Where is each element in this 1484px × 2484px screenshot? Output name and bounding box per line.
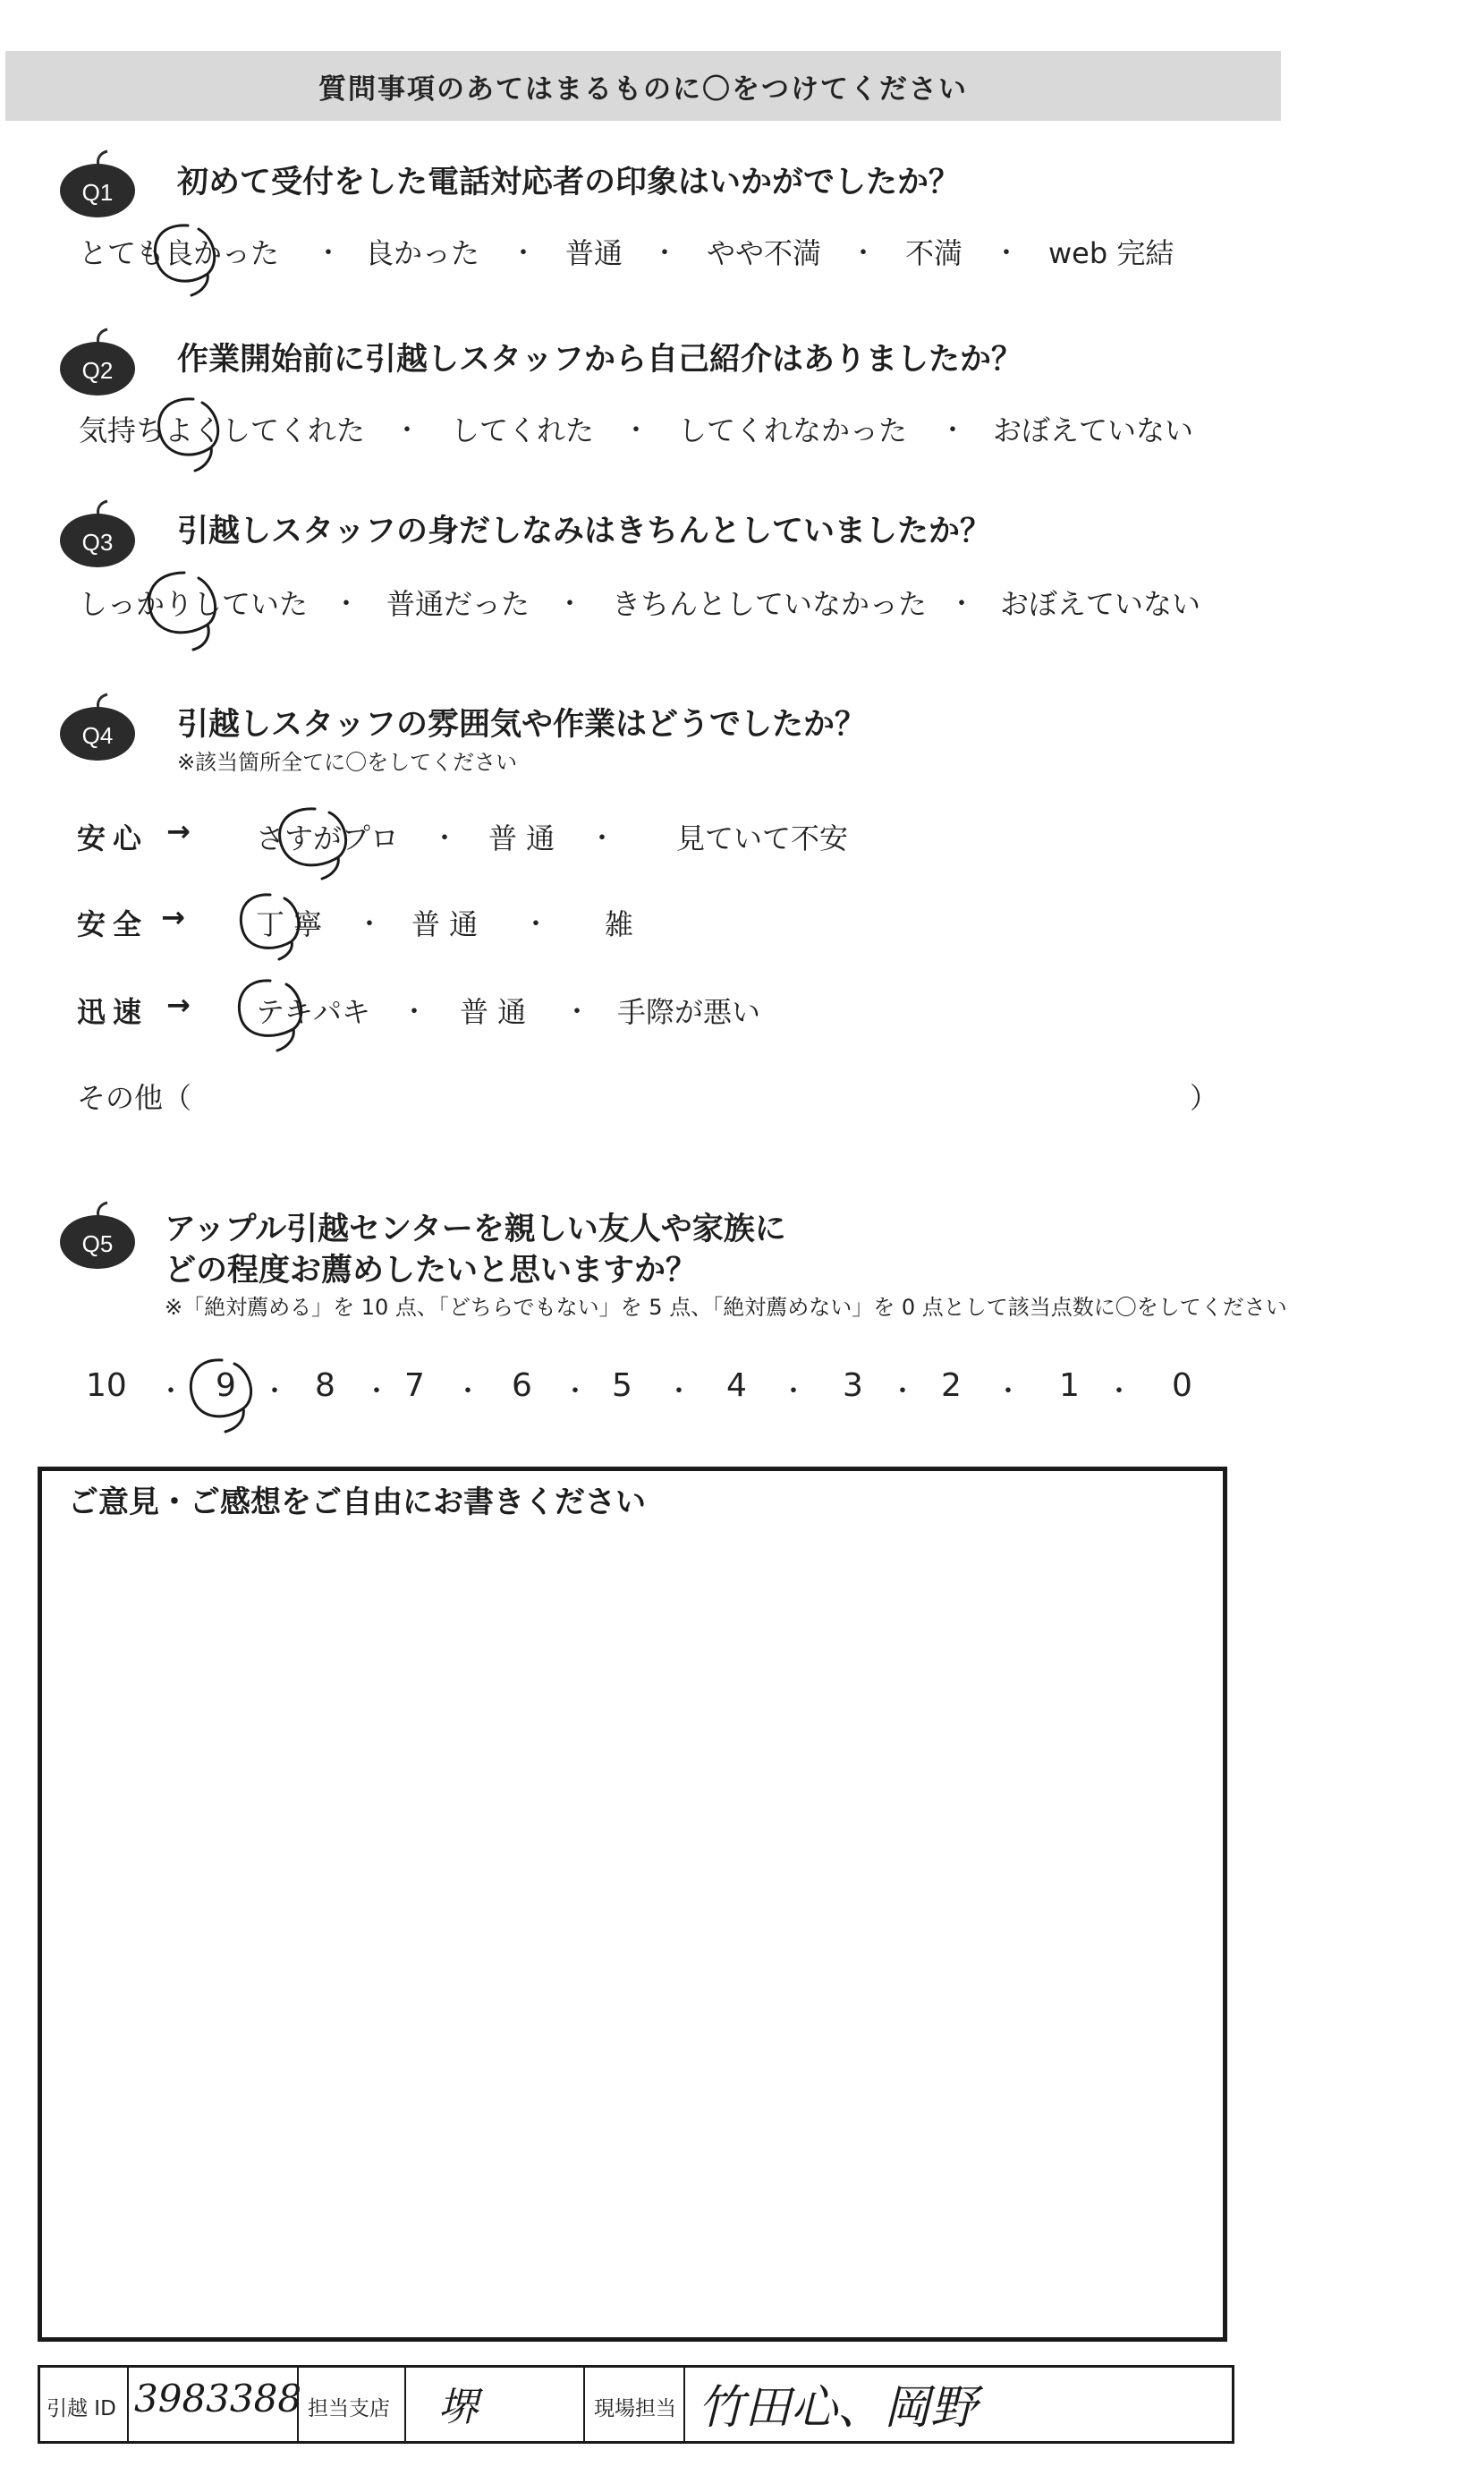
arrow-right-icon: → [166, 814, 191, 848]
score-5[interactable]: 5 [612, 1367, 632, 1404]
separator-dot: ・ [394, 415, 420, 447]
q3-option-3[interactable]: きちんとしていなかった [612, 587, 928, 621]
separator-dot: ・ [522, 909, 549, 940]
q2-option-3[interactable]: してくれなかった [678, 413, 908, 447]
q1-option-3[interactable]: 普通 [565, 236, 623, 270]
separator-dot: ・ [889, 1376, 916, 1408]
hand-circle-icon [149, 573, 216, 650]
hand-circle-icon [159, 399, 218, 471]
score-10[interactable]: 10 [86, 1367, 127, 1404]
separator-dot: ・ [356, 909, 383, 940]
score-3[interactable]: 3 [843, 1367, 863, 1404]
q2-question: 作業開始前に引越しスタッフから自己紹介はありましたか？ [177, 342, 1023, 378]
score-4[interactable]: 4 [726, 1367, 747, 1404]
staff-label: 現場担当 [594, 2397, 676, 2420]
move-id-label: 引越 ID [47, 2397, 116, 2420]
q4-category-anzen: 安全 [77, 907, 149, 941]
q2-option-1[interactable]: 気持ちよくしてくれた [79, 413, 366, 447]
q4-anzen-option-3[interactable]: 雑 [605, 907, 634, 941]
hand-circle-icon [241, 895, 299, 959]
q2-badge-label: Q2 [81, 357, 114, 384]
separator-dot: ・ [157, 1376, 184, 1408]
separator-dot: ・ [651, 238, 678, 269]
score-6[interactable]: 6 [512, 1367, 532, 1404]
score-0[interactable]: 0 [1172, 1367, 1192, 1404]
q1-badge-label: Q1 [81, 179, 114, 206]
hand-circle-icon [239, 981, 301, 1051]
separator-dot: ・ [993, 238, 1020, 269]
q4-anshin-option-3[interactable]: 見ていて不安 [676, 821, 849, 855]
q3-option-4[interactable]: おぼえていない [1000, 587, 1201, 621]
q3-option-1[interactable]: しっかりしていた [79, 587, 309, 621]
separator-dot: ・ [780, 1376, 807, 1408]
q3-option-2[interactable]: 普通だった [386, 587, 530, 621]
separator-dot: ・ [510, 238, 537, 269]
q4-note: ※該当箇所全てに〇をしてください [177, 750, 518, 775]
q5-question-line2: どの程度お薦めしたいと思いますか？ [165, 1253, 698, 1289]
separator-dot: ・ [589, 823, 615, 855]
separator-dot: ・ [556, 589, 583, 620]
hand-circle-icon [155, 225, 214, 295]
q4-anshin-option-2[interactable]: 普 通 [488, 821, 555, 855]
branch-value[interactable]: 堺 [438, 2385, 478, 2430]
hand-circle-icon [280, 809, 346, 879]
hand-circle-icon [191, 1360, 250, 1432]
separator-dot: ・ [939, 415, 966, 447]
q4-other-close: ） [1190, 1081, 1219, 1115]
separator-dot: ・ [623, 415, 649, 447]
separator-dot: ・ [315, 238, 342, 269]
separator-dot: ・ [666, 1376, 692, 1408]
branch-label: 担当支店 [308, 2397, 390, 2420]
separator-dot: ・ [850, 238, 877, 269]
q1-option-6[interactable]: web 完結 [1048, 236, 1174, 270]
q5-question-line1: アップル引越センターを親しい友人や家族に [165, 1212, 786, 1247]
separator-dot: ・ [995, 1376, 1022, 1408]
staff-value[interactable]: 竹田心、岡野 [698, 2381, 978, 2435]
q1-option-2[interactable]: 良かった [365, 236, 480, 270]
q1-option-5[interactable]: 不満 [905, 236, 963, 270]
q5-badge-label: Q5 [81, 1230, 114, 1257]
q4-category-anshin: 安心 [77, 821, 149, 855]
q4-question: 引越しスタッフの雰囲気や作業はどうでしたか？ [177, 707, 867, 743]
separator-dot: ・ [333, 589, 360, 620]
score-9[interactable]: 9 [216, 1367, 236, 1404]
arrow-right-icon: → [166, 988, 191, 1022]
q4-jinsoku-option-1[interactable]: テキパキ [256, 995, 371, 1029]
q4-jinsoku-option-2[interactable]: 普 通 [460, 995, 527, 1029]
score-7[interactable]: 7 [404, 1367, 425, 1404]
q4-badge-label: Q4 [81, 722, 114, 749]
q2-option-2[interactable]: してくれた [451, 413, 595, 447]
q4-category-jinsoku: 迅速 [77, 995, 149, 1029]
q4-jinsoku-option-3[interactable]: 手際が悪い [617, 995, 761, 1029]
q4-other-label: その他（ [77, 1081, 192, 1115]
separator-dot: ・ [431, 823, 458, 855]
separator-dot: ・ [363, 1376, 390, 1408]
separator-dot: ・ [948, 589, 975, 620]
separator-dot: ・ [261, 1376, 288, 1408]
q2-option-4[interactable]: おぼえていない [993, 413, 1194, 447]
q1-option-1[interactable]: とても良かった [79, 236, 280, 270]
q3-badge-label: Q3 [81, 529, 114, 556]
move-id-value[interactable]: 3983388 [134, 2377, 302, 2420]
q3-question: 引越しスタッフの身だしなみはきちんとしていましたか？ [177, 514, 992, 549]
q1-question: 初めて受付をした電話対応者の印象はいかがでしたか？ [177, 165, 961, 200]
q5-note: ※「絶対薦める」を 10 点、「どちらでもない」を 5 点、「絶対薦めない」を 0 点として該当点数に〇をしてください [165, 1295, 1287, 1320]
page-header: 質問事項のあてはまるものに〇をつけてください [5, 51, 1281, 121]
q4-anshin-option-1[interactable]: さすがプロ [256, 821, 400, 855]
q4-anzen-option-2[interactable]: 普 通 [411, 907, 479, 941]
separator-dot: ・ [564, 997, 590, 1028]
q1-option-4[interactable]: やや不満 [707, 236, 822, 270]
score-1[interactable]: 1 [1059, 1367, 1080, 1404]
score-2[interactable]: 2 [941, 1367, 962, 1404]
separator-dot: ・ [401, 997, 428, 1028]
separator-dot: ・ [454, 1376, 481, 1408]
score-8[interactable]: 8 [315, 1367, 335, 1404]
q4-anzen-option-1[interactable]: 丁 寧 [256, 907, 323, 941]
arrow-right-icon: → [161, 900, 185, 934]
separator-dot: ・ [562, 1376, 589, 1408]
separator-dot: ・ [1106, 1376, 1132, 1408]
comment-label: ご意見・ご感想をご自由にお書きください [68, 1484, 646, 1520]
